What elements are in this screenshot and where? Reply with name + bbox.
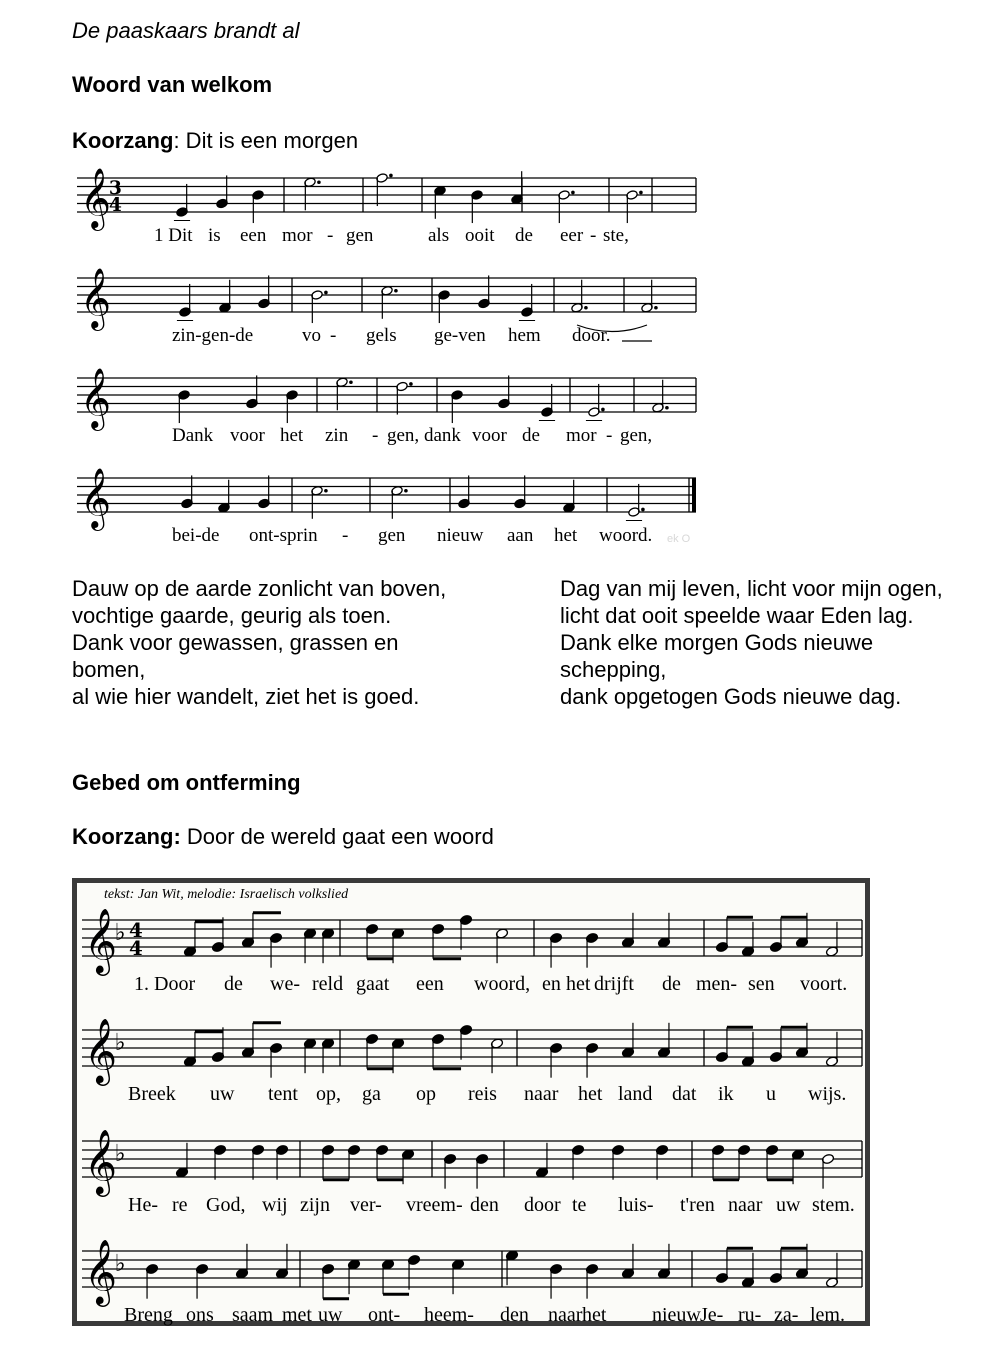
lyric-syllable: saam (232, 1304, 274, 1326)
note-dot (601, 408, 605, 412)
lyric-syllable: door (524, 1194, 561, 1216)
score-door-de-wereld (72, 878, 870, 1326)
treble-clef-icon: 𝄞 (80, 367, 112, 429)
flat-icon: ♭ (114, 1138, 126, 1167)
lyric-syllable: 1 Dit (154, 225, 193, 246)
song1-heading (72, 127, 358, 154)
note-dot (394, 289, 398, 293)
lyric-syllable: luis- (618, 1194, 654, 1216)
lyric-syllable: vo (302, 325, 321, 346)
lyric-syllable: men- (696, 973, 738, 995)
verse-2-line-5: al wie hier wandelt, ziet het is goed. (72, 684, 420, 709)
note-dot (639, 191, 643, 195)
lyric-syllable: wijs. (808, 1083, 847, 1105)
lyric-syllable: ga (362, 1083, 381, 1105)
lyric-syllable: ont-sprin (249, 525, 318, 546)
lyric-syllable: za- (774, 1304, 799, 1326)
verse-3-line-4: schepping, (560, 657, 667, 682)
lyric-syllable: door. (572, 325, 611, 346)
lyric-syllable: - (590, 225, 597, 246)
lyric-syllable: we- (270, 973, 300, 995)
time-signature-bottom: 4 (108, 194, 122, 217)
flat-icon: ♭ (114, 917, 126, 946)
song2-title: Door de wereld gaat een woord (180, 824, 494, 849)
intro-line: De paaskaars brandt al (72, 18, 300, 43)
lyric-syllable: aan (507, 525, 534, 546)
verse-3-line-3: Dank elke morgen Gods nieuwe (560, 630, 874, 655)
song2-label: Koorzang: (72, 824, 181, 849)
lyric-syllable: uw (318, 1304, 343, 1326)
lyric-syllable: te (572, 1194, 587, 1216)
lyric-syllable: - (342, 525, 349, 546)
lyric-syllable: zin (325, 425, 349, 446)
lyric-syllable: het (566, 973, 591, 995)
time-signature-top: 3 (108, 177, 122, 200)
note-dot (571, 191, 575, 195)
verse-2-line-1: Dauw op de aarde zonlicht van boven, (72, 576, 447, 601)
lyric-syllable: t'ren (680, 1194, 715, 1216)
lyric-syllable: 1. Door (134, 973, 196, 995)
staff-system-1 (77, 167, 696, 246)
flat-icon: ♭ (114, 1027, 126, 1056)
prayer-heading: Gebed om ontferming (72, 770, 301, 795)
lyric-syllable: voor (472, 425, 507, 446)
note-dot (409, 382, 413, 386)
lyric-syllable: sen (748, 973, 775, 995)
verse-2 (72, 575, 446, 710)
song2-heading (72, 823, 494, 850)
lyric-syllable: gen, (620, 425, 653, 446)
lyric-syllable: het (280, 425, 304, 446)
lyric-syllable: tent (268, 1083, 298, 1105)
lyric-syllable: voor (230, 425, 265, 446)
note-dot (324, 291, 328, 295)
lyric-syllable: dank (424, 425, 461, 446)
lyric-syllable: naar (548, 1304, 583, 1326)
watermark-text: ek O (667, 533, 691, 545)
note-dot (654, 306, 658, 310)
lyric-syllable: het (578, 1083, 603, 1105)
lyric-syllable: op (416, 1083, 436, 1105)
lyric-syllable: uw (210, 1083, 235, 1105)
lyric-syllable: re (172, 1194, 188, 1216)
lyric-syllable: zijn (300, 1194, 330, 1216)
lyric-syllable: hem (508, 325, 541, 346)
lyric-syllable: mor (566, 425, 597, 446)
lyric-syllable: ooit (465, 225, 495, 246)
lyric-syllable: gen, (387, 425, 420, 446)
verse-2-line-4: bomen, (72, 657, 146, 682)
lyric-syllable: vreem- (406, 1194, 463, 1216)
lyric-syllable: mor (282, 225, 313, 246)
lyric-syllable: wij (262, 1194, 288, 1216)
song1-label: Koorzang (72, 128, 174, 153)
lyric-syllable: het (554, 525, 578, 546)
lyric-syllable: een (416, 973, 444, 995)
lyric-syllable: reld (312, 973, 344, 995)
note-dot (324, 489, 328, 493)
treble-clef-icon: 𝄞 (84, 1239, 117, 1305)
treble-clef-icon: 𝄞 (80, 267, 112, 329)
staff-system-2 (77, 267, 696, 346)
time-signature-top: 4 (129, 918, 143, 943)
lyric-syllable: den (500, 1304, 529, 1326)
lyric-syllable: gen (378, 525, 406, 546)
lyric-syllable: woord. (599, 525, 653, 546)
score-dit-is-een-morgen (72, 160, 704, 550)
lyric-syllable: met (282, 1304, 312, 1326)
lyric-syllable: nieuw (652, 1304, 701, 1326)
lyric-syllable: stem. (812, 1194, 855, 1216)
lyric-syllable: reis (468, 1083, 497, 1105)
lyric-syllable: en (542, 973, 561, 995)
verse-3-line-1: Dag van mij leven, licht voor mijn ogen, (560, 576, 943, 601)
lyric-syllable: Breek (128, 1083, 176, 1105)
lyric-syllable: ge-ven (434, 325, 486, 346)
lyric-syllable: als (428, 225, 450, 246)
lyric-syllable: - (330, 325, 337, 346)
final-bar-thick (692, 478, 696, 512)
lyric-syllable: heem- (424, 1304, 474, 1326)
lyric-syllable: de (515, 225, 533, 246)
lyric-syllable: u (766, 1083, 776, 1105)
lyric-syllable: den (470, 1194, 499, 1216)
lyric-syllable: op, (316, 1083, 341, 1105)
lyric-syllable: Dank (172, 425, 214, 446)
lyric-syllable: lem. (810, 1304, 845, 1326)
lyric-syllable: bei-de (172, 525, 220, 546)
lyric-syllable: dat (672, 1083, 697, 1105)
note-dot (404, 489, 408, 493)
lyric-syllable: - (327, 225, 334, 246)
flat-icon: ♭ (114, 1248, 126, 1277)
staff-system-3 (77, 367, 696, 446)
lyric-syllable: nieuw (437, 525, 484, 546)
treble-clef-icon: 𝄞 (84, 908, 117, 974)
lyric-syllable: ver- (350, 1194, 382, 1216)
note-dot (317, 180, 321, 184)
lyric-syllable: gaat (356, 973, 390, 995)
lyric-syllable: - (372, 425, 379, 446)
verse-2-line-2: vochtige gaarde, geurig als toen. (72, 603, 392, 628)
verse-2-line-3: Dank voor gewassen, grassen en (72, 630, 399, 655)
lyric-syllable: de (662, 973, 681, 995)
lyric-syllable: de (522, 425, 540, 446)
lyric-syllable: naar (524, 1083, 559, 1105)
lyric-syllable: ste, (603, 225, 629, 246)
lyric-syllable: voort. (800, 973, 848, 995)
song1-title: : Dit is een morgen (173, 128, 359, 153)
welcome-heading: Woord van welkom (72, 72, 273, 97)
time-signature-bottom: 4 (129, 936, 143, 961)
staff-system-4 (77, 467, 696, 546)
lyric-syllable: God, (206, 1194, 246, 1216)
lyric-syllable: drijft (594, 973, 634, 995)
lyric-syllable: uw (776, 1194, 801, 1216)
lyric-syllable: Je- (700, 1304, 724, 1326)
treble-clef-icon: 𝄞 (80, 467, 112, 529)
lyric-syllable: ik (718, 1083, 734, 1105)
lyric-syllable: land (618, 1083, 653, 1105)
song-credit: tekst: Jan Wit, melodie: Israelisch volkslied (104, 887, 349, 902)
lyric-syllable: een (240, 225, 267, 246)
note-dot (584, 306, 588, 310)
lyric-syllable: is (208, 225, 221, 246)
lyric-syllable: - (606, 425, 613, 446)
lyric-syllable: naar (728, 1194, 763, 1216)
verse-3 (560, 575, 943, 710)
lyric-syllable: gels (366, 325, 397, 346)
treble-clef-icon: 𝄞 (84, 1018, 117, 1084)
lyric-syllable: eer (560, 225, 584, 246)
verse-3-line-5: dank opgetogen Gods nieuwe dag. (560, 684, 902, 709)
lyric-syllable: de (224, 973, 243, 995)
lyric-syllable: ru- (738, 1304, 762, 1326)
note-dot (641, 508, 645, 512)
lyric-syllable: ont- (368, 1304, 401, 1326)
verse-3-line-2: licht dat ooit speelde waar Eden lag. (560, 603, 914, 628)
lyric-syllable: ons (186, 1304, 214, 1326)
note-dot (389, 174, 393, 178)
note-dot (665, 406, 669, 410)
note-dot (349, 380, 353, 384)
lyric-syllable: Breng (124, 1304, 173, 1326)
lyric-syllable: He- (128, 1194, 158, 1216)
treble-clef-icon: 𝄞 (84, 1129, 117, 1195)
lyric-syllable: woord, (474, 973, 531, 995)
treble-clef-icon: 𝄞 (80, 167, 112, 229)
lyric-syllable: het (582, 1304, 607, 1326)
lyric-syllable: gen (346, 225, 374, 246)
lyric-syllable: zin-gen-de (172, 325, 254, 346)
